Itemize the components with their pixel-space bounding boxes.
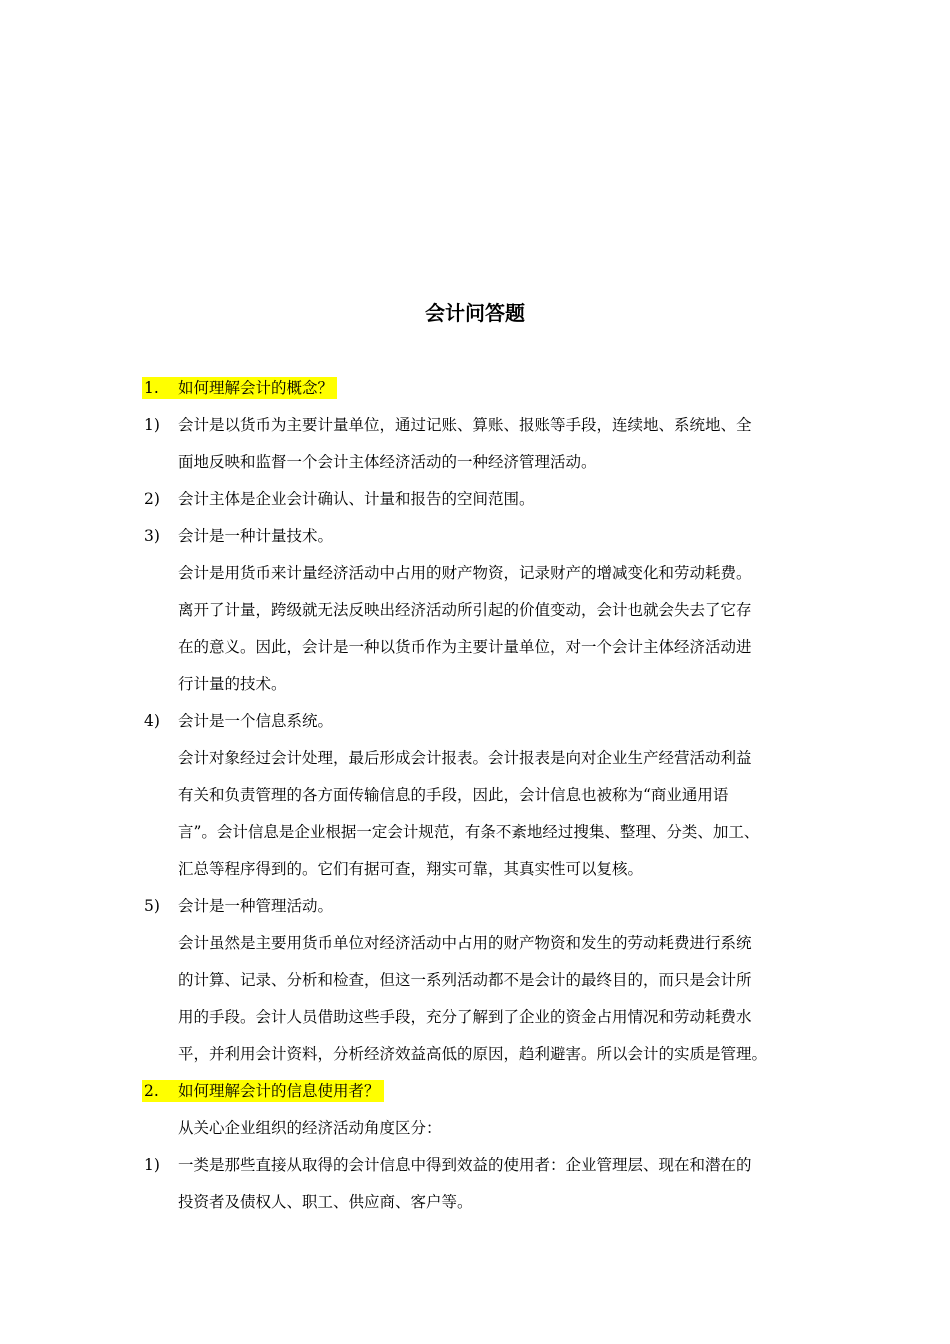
text-line [0,407,950,444]
text-line [0,1036,950,1073]
text-line [0,518,950,555]
paragraph-text: 离开了计量，跨级就无法反映出经济活动所引起的价值变动，会计也就会失去了它存 [178,601,752,619]
paragraph-text: 会计虽然是主要用货币单位对经济活动中占用的财产物资和发生的劳动耗费进行系统 [178,934,752,952]
text-line [0,703,950,740]
list-number: 5) [144,897,160,915]
list-number: 2. [142,1080,178,1102]
question-heading [0,1073,950,1110]
paragraph-text: 从关心企业组织的经济活动角度区分： [178,1119,442,1137]
document-title: 会计问答题 [425,301,525,325]
text-line [0,1110,950,1147]
paragraph-text: 的计算、记录、分析和检查，但这一系列活动都不是会计的最终目的，而只是会计所 [178,971,752,989]
text-line [0,1147,950,1184]
paragraph-text: 投资者及债权人、职工、供应商、客户等。 [178,1193,473,1211]
text-line [0,888,950,925]
text-line [0,629,950,666]
question-text: 如何理解会计的概念？ [178,377,337,399]
text-line [0,925,950,962]
paragraph-text: 会计是用货币来计量经济活动中占用的财产物资，记录财产的增减变化和劳动耗费。 [178,564,752,582]
paragraph-text: 用的手段。会计人员借助这些手段，充分了解到了企业的资金占用情况和劳动耗费水 [178,1008,752,1026]
text-line [0,444,950,481]
paragraph-text: 面地反映和监督一个会计主体经济活动的一种经济管理活动。 [178,453,597,471]
text-line [0,592,950,629]
paragraph-text: 会计是一种计量技术。 [178,527,334,545]
paragraph-text: 言”。会计信息是企业根据一定会计规范，有条不紊地经过搜集、整理、分类、加工、 [178,823,760,841]
text-line [0,999,950,1036]
paragraph-text: 一类是那些直接从取得的会计信息中得到效益的使用者：企业管理层、现在和潜在的 [178,1156,752,1174]
text-line [0,851,950,888]
text-line [0,555,950,592]
text-line [0,777,950,814]
text-line [0,740,950,777]
list-number: 4) [144,712,160,730]
paragraph-text: 会计是一种管理活动。 [178,897,334,915]
paragraph-text: 会计是一个信息系统。 [178,712,334,730]
paragraph-text: 会计主体是企业会计确认、计量和报告的空间范围。 [178,490,535,508]
question-heading [0,370,950,407]
text-line [0,1184,950,1221]
list-number: 1) [144,1156,160,1174]
paragraph-text: 会计对象经过会计处理，最后形成会计报表。会计报表是向对企业生产经营活动利益 [178,749,752,767]
list-number: 3) [144,527,160,545]
question-text: 如何理解会计的信息使用者？ [178,1080,384,1102]
paragraph-text: 会计是以货币为主要计量单位，通过记账、算账、报账等手段，连续地、系统地、全 [178,416,752,434]
paragraph-text: 行计量的技术。 [178,675,287,693]
list-number: 1) [144,416,160,434]
paragraph-text: 在的意义。因此，会计是一种以货币作为主要计量单位，对一个会计主体经济活动进 [178,638,752,656]
text-line [0,666,950,703]
document-body [0,370,950,1221]
list-number: 2) [144,490,160,508]
list-number: 1. [142,377,178,399]
paragraph-text: 平，并利用会计资料，分析经济效益高低的原因，趋利避害。所以会计的实质是管理。 [178,1045,768,1063]
paragraph-text: 有关和负责管理的各方面传输信息的手段，因此，会计信息也被称为“商业通用语 [178,786,729,804]
text-line [0,481,950,518]
text-line [0,814,950,851]
text-line [0,962,950,999]
paragraph-text: 汇总等程序得到的。它们有据可查，翔实可靠，其真实性可以复核。 [178,860,644,878]
